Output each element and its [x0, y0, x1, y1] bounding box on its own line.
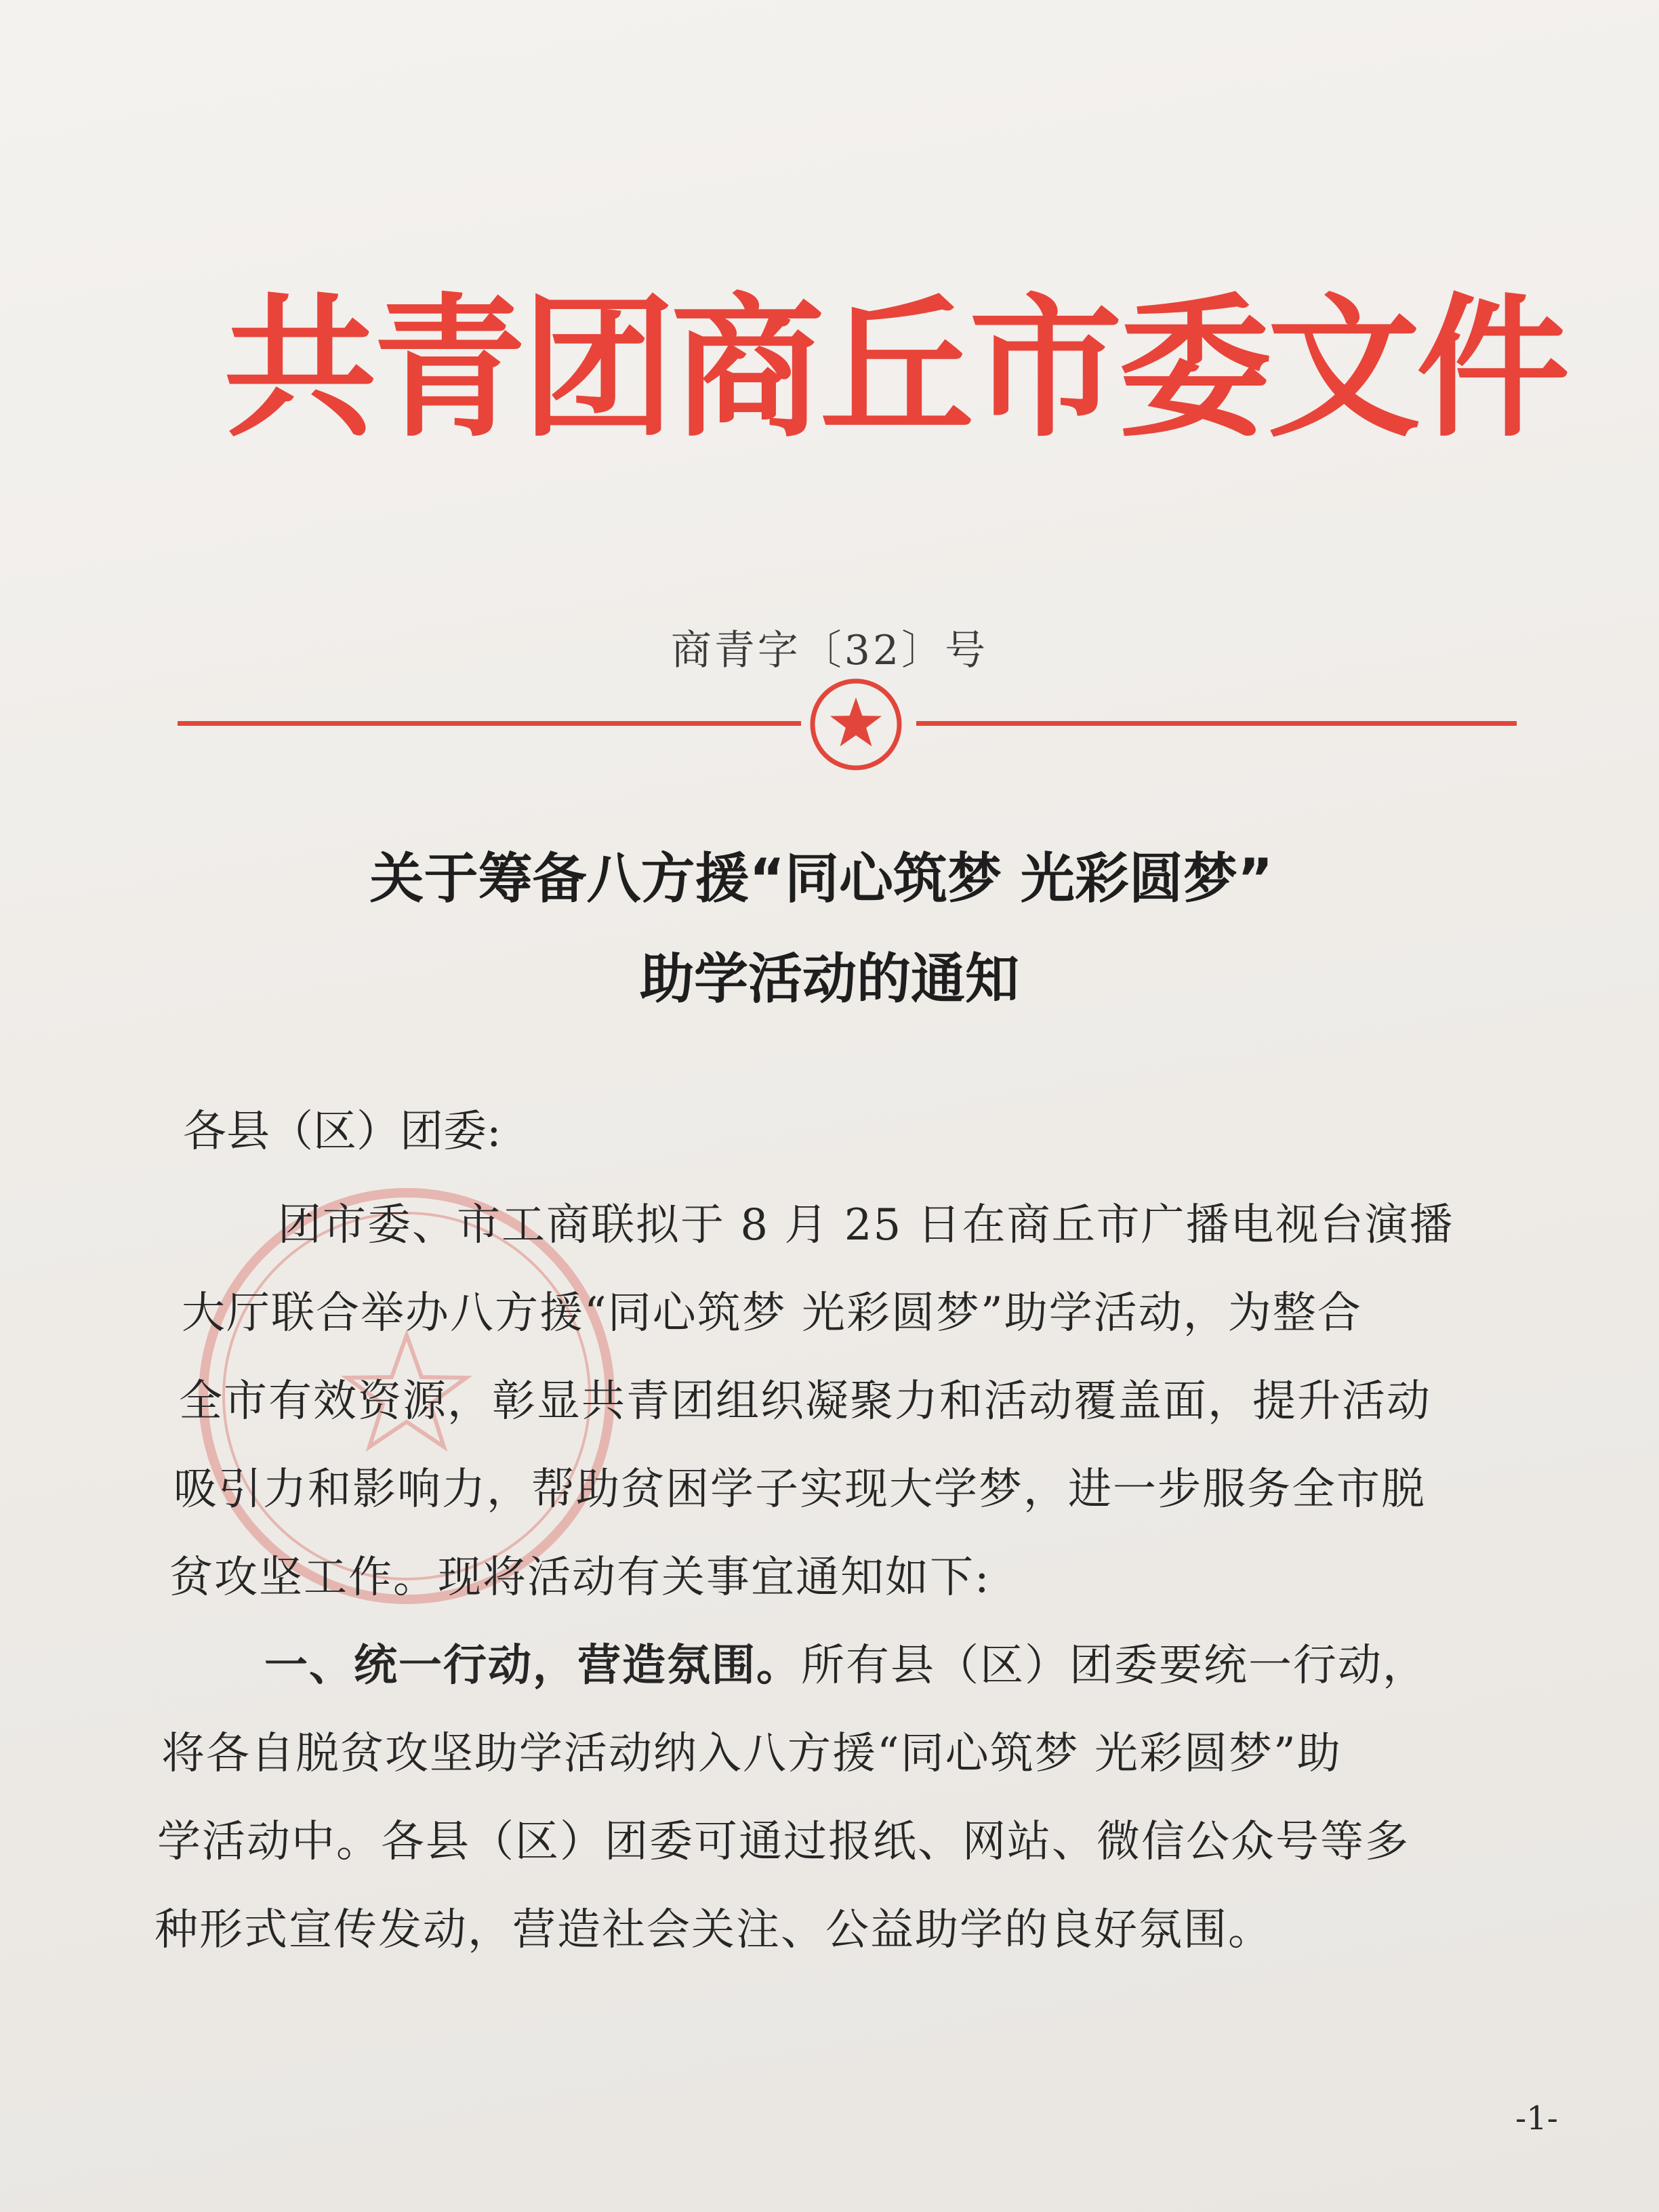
paragraph-line: 学活动中。各县（区）团委可通过报纸、网站、微信公众号等多 [157, 1817, 1410, 1867]
paragraph-line: 种形式宣传发动，营造社会关注、公益助学的良好氛围。 [155, 1905, 1273, 1955]
page-number: -1- [1515, 2100, 1558, 2137]
notice-title-line-1: 关于筹备八方援“同心筑梦 光彩圆梦” [369, 847, 1273, 910]
notice-title-line-2: 助学活动的通知 [640, 947, 1019, 1010]
red-star-emblem-icon [806, 675, 905, 774]
section-text: 所有县（区）团委要统一行动， [801, 1641, 1427, 1691]
red-rule-left [178, 721, 801, 726]
section-heading: 一、统一行动，营造氛围。 [264, 1640, 801, 1691]
paragraph-line: 贫攻坚工作。现将活动有关事宜通知如下: [169, 1553, 991, 1603]
paragraph-line: 将各自脱贫攻坚助学活动纳入八方援“同心筑梦 光彩圆梦”助 [161, 1729, 1342, 1779]
paragraph-line: 吸引力和影响力，帮助贫困学子实现大学梦，进一步服务全市脱 [173, 1465, 1426, 1515]
paragraph-line: 大厅联合举办八方援“同心筑梦 光彩圆梦”助学活动，为整合 [182, 1288, 1362, 1338]
red-rule-right [916, 721, 1517, 726]
paragraph-line: 团市委、市工商联拟于 8 月 25 日在商丘市广播电视台演播 [278, 1200, 1454, 1250]
document-masthead: 共青团商丘市委文件 [224, 280, 1566, 458]
section-line [264, 1631, 1427, 1693]
salutation: 各县（区）团委: [183, 1107, 501, 1157]
document-number: 商青字〔32〕号 [670, 627, 989, 674]
paragraph-line: 全市有效资源，彰显共青团组织凝聚力和活动覆盖面，提升活动 [179, 1376, 1431, 1427]
